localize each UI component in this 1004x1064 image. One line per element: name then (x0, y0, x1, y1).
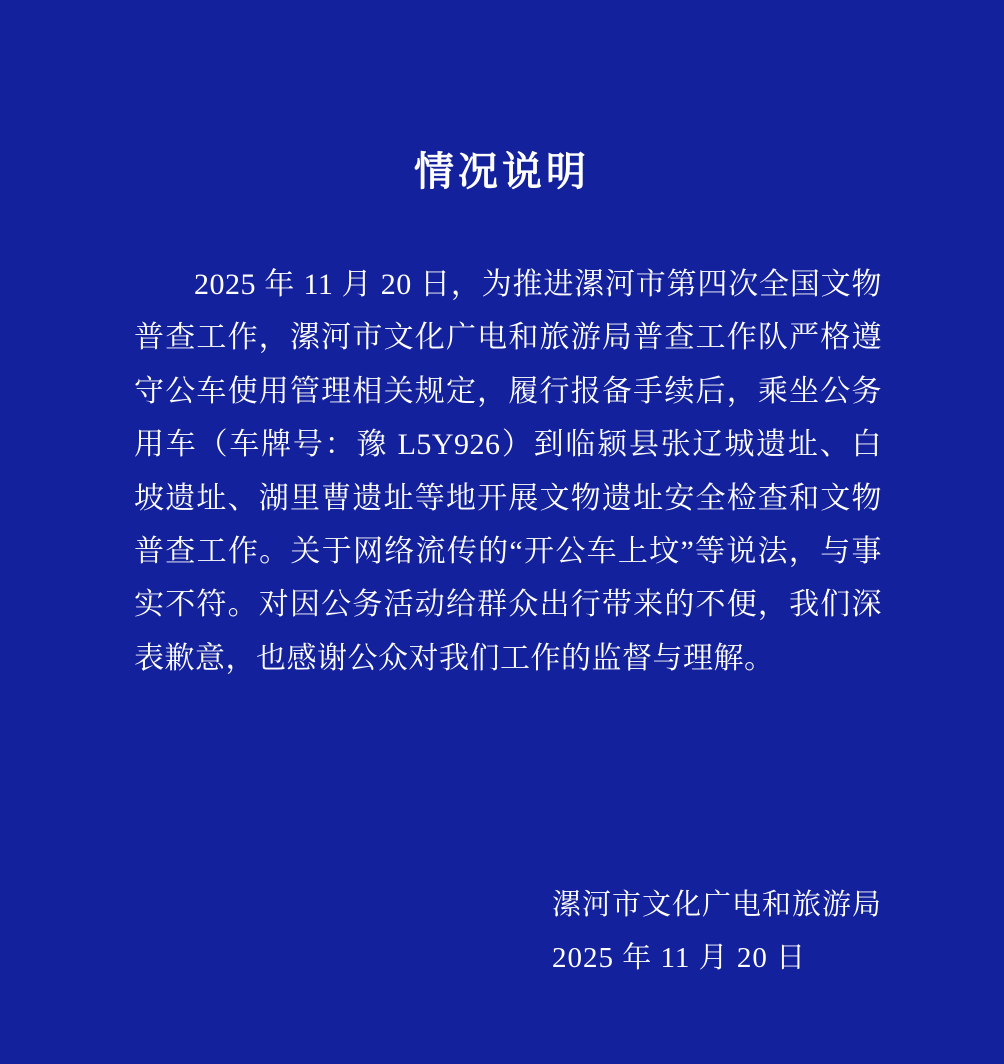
signature-block (552, 879, 882, 986)
page-title: 情况说明 (414, 149, 590, 194)
signature-date: 2025 年 11 月 20 日 (551, 942, 807, 975)
signature-organization: 漯河市文化广电和旅游局 (551, 888, 882, 921)
statement-body-text: 2025 年 11 月 20 日，为推进漯河市第四次全国文物普查工作，漯河市文化广电和旅游局普查工作队严格遵守公车使用管理相关规定，履行报备手续后，乘坐公务用车（车牌号：豫 L5Y926）到临颍县张辽城遗址、白坡遗址、湖里曹遗址等地开展文物遗址安全检查和文物普查工作。关于网络流传的“开公车上坟”等说法，与事实不符。对因公务活动给群众出行带来的不便，我们深表歉意，也感谢公众对我们工作的监督与理解。 (134, 268, 882, 675)
